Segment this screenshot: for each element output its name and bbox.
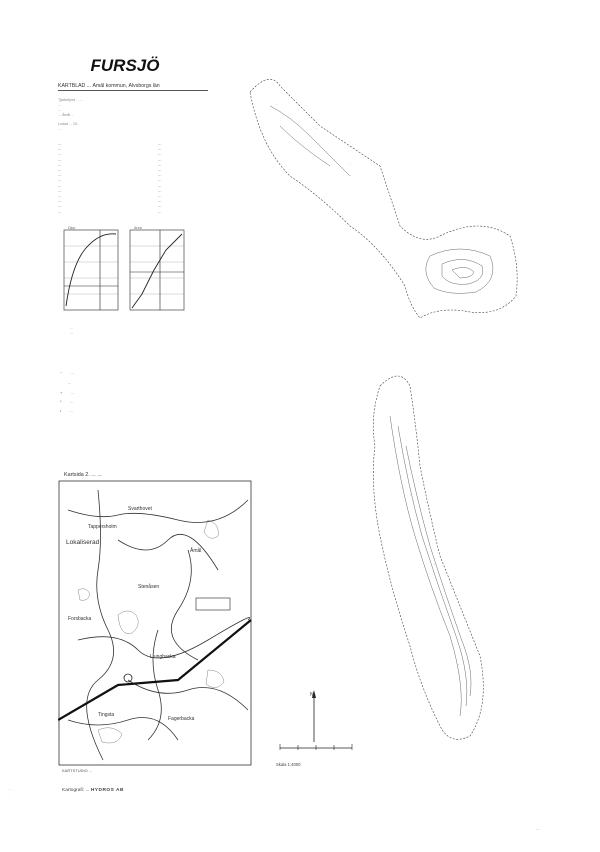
parameter-label: ...	[58, 208, 62, 214]
north-label: N	[310, 692, 314, 698]
parameter-label: ...	[58, 177, 62, 183]
legend-item	[60, 408, 73, 413]
svg-text:·: ·	[316, 126, 318, 131]
svg-text:·: ·	[276, 102, 278, 107]
parameter-label: ...	[58, 156, 62, 162]
credit-brand: HYDROS AB	[90, 788, 124, 793]
inset-place-label: Stenåsen	[138, 584, 160, 590]
legend-item	[60, 370, 74, 375]
margin-stamp: · · · ·	[8, 788, 14, 797]
parameter-value: ...	[158, 172, 162, 178]
chart-note	[70, 326, 190, 336]
parameter-label: ...	[58, 167, 62, 173]
description-line: Tjäderfjord ... ...	[58, 98, 84, 102]
parameter-value: ...	[158, 193, 162, 199]
description-text	[58, 98, 210, 118]
legend-item	[60, 380, 71, 385]
svg-text:·: ·	[452, 268, 454, 273]
area-chart-caption: Area	[134, 226, 142, 230]
credit-prefix: Kartografi: ...	[62, 788, 90, 793]
description-line: ...	[58, 103, 61, 107]
parameter-value: ...	[158, 141, 162, 146]
inset-place-label: Svarthovet	[128, 506, 152, 512]
svg-text:·: ·	[350, 162, 352, 167]
parameter-value: ...	[158, 182, 162, 188]
depth-soundings	[276, 102, 491, 667]
legend-label: ...	[70, 390, 74, 395]
legend-symbol: *	[60, 399, 62, 404]
chart-note-line: ...	[70, 326, 73, 330]
inset-place-label: Ljungbacka	[150, 654, 176, 660]
scale-bar-group	[276, 688, 356, 762]
parameter-value: ...	[158, 161, 162, 167]
parameter-label: ...	[58, 203, 62, 209]
parameter-label: ...	[58, 161, 62, 167]
scale-label: Skala 1:4000	[276, 762, 301, 767]
svg-text:·: ·	[490, 272, 492, 277]
inset-place-label: Forsbacka	[68, 616, 92, 622]
legend-label: ...	[69, 408, 73, 413]
legend-label: ...	[68, 380, 72, 385]
parameter-row	[58, 209, 188, 214]
parameter-value: ...	[158, 156, 162, 162]
parameter-label: ...	[58, 146, 62, 152]
bathymetric-lake-map	[220, 66, 540, 766]
inset-place-label: Fagerbacka	[168, 716, 195, 722]
survey-note	[58, 122, 210, 132]
depth-chart-caption: Djup	[68, 226, 76, 230]
legend-label: ...	[69, 399, 73, 404]
legend-item	[60, 390, 74, 395]
lake-parameters-table	[58, 141, 188, 214]
inset-place-label: Lokaliserad	[66, 539, 100, 546]
legend-item	[60, 399, 73, 404]
parameter-label: ...	[58, 141, 62, 146]
inset-caption: Kartsida 2. ... ...	[64, 472, 102, 478]
credit-line	[62, 788, 124, 793]
parameter-label: ...	[58, 193, 62, 199]
page-number: ...	[536, 826, 540, 831]
legend-symbol: •	[60, 408, 62, 413]
parameter-value: ...	[158, 198, 162, 204]
description-line: ...	[58, 108, 61, 112]
inset-place-label: Åmål	[190, 548, 202, 554]
parameter-label: ...	[58, 172, 62, 178]
parameter-value: ...	[158, 187, 162, 193]
parameter-value: ...	[158, 167, 162, 173]
parameter-label: ...	[58, 151, 62, 157]
parameter-value: ...	[158, 151, 162, 157]
description-line: ... Åmål ...	[58, 113, 75, 117]
depth-contours	[270, 106, 493, 716]
chart-note-line: ...	[70, 331, 73, 335]
survey-note-line: Lodad ... 19..	[58, 122, 79, 126]
map-title: FURSJÖ	[90, 56, 160, 75]
inset-place-label: Tappersholm	[88, 524, 117, 530]
svg-text:·: ·	[434, 562, 436, 567]
parameter-value: ...	[158, 203, 162, 209]
svg-text:·: ·	[410, 492, 412, 497]
inset-source-note: KARTSTUDIO ...	[62, 768, 93, 773]
survey-note-line: ...	[58, 127, 61, 131]
inset-place-label: Tingsta	[98, 712, 115, 718]
legend-label: ...	[70, 370, 74, 375]
svg-text:·: ·	[458, 662, 460, 667]
parameter-value: ...	[158, 208, 162, 214]
area-chart	[130, 230, 184, 310]
parameter-value: ...	[158, 146, 162, 152]
parameter-label: ...	[58, 198, 62, 204]
parameter-label: ...	[58, 182, 62, 188]
parameter-value: ...	[158, 177, 162, 183]
parameter-label: ...	[58, 187, 62, 193]
map-subtitle: KARTBLAD ... Åmål kommun, Älvsborgs län	[58, 83, 208, 91]
depth-chart	[64, 230, 118, 310]
hypsographic-charts	[62, 224, 192, 316]
legend-symbol: +	[60, 390, 63, 395]
legend-symbol: ~	[60, 370, 63, 375]
lake-shoreline	[250, 79, 517, 739]
